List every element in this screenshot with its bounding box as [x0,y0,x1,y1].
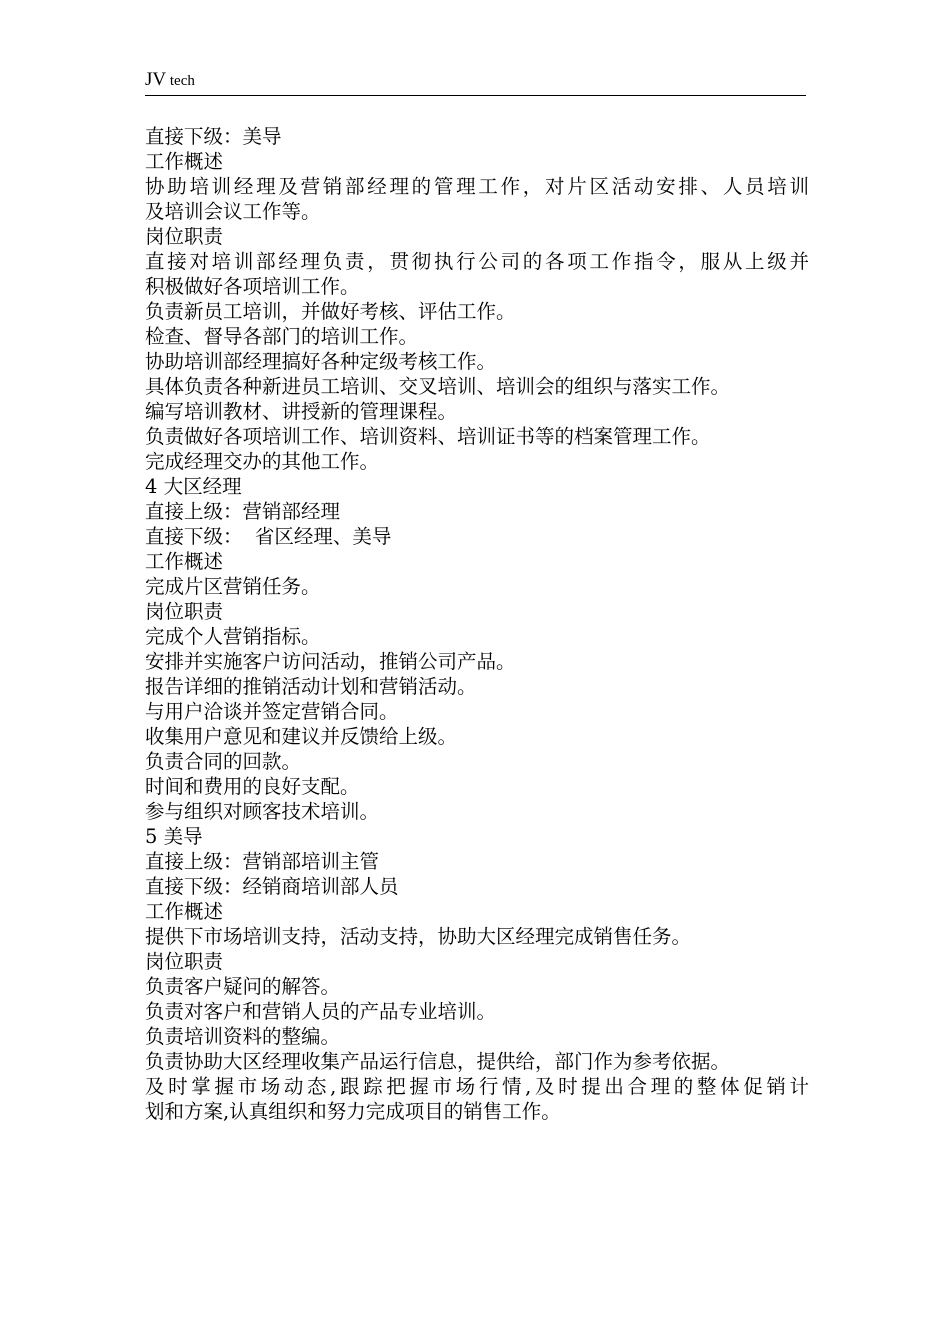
text-line: 与用户洽谈并签定营销合同。 [145,700,399,723]
text-line: 及时掌握市场动态,跟踪把握市场行情,及时提出合理的整体促销计 [145,1075,809,1098]
text-line: 直接上级：营销部培训主管 [145,850,380,873]
text-line: 直接下级：美导 [145,125,282,148]
text-line: 编写培训教材、讲授新的管理课程。 [145,400,458,423]
text-line: 报告详细的推销活动计划和营销活动。 [145,675,477,698]
brand-main-text: JV [145,69,167,90]
text-line: 具体负责各种新进员工培训、交叉培训、培训会的组织与落实工作。 [145,375,731,398]
text-line: 参与组织对顾客技术培训。 [145,800,380,823]
text-line: 工作概述 [145,900,224,923]
text-line: 直接下级：经销商培训部人员 [145,875,399,898]
document-body [145,124,809,1124]
text-line: 4 大区经理 [145,475,242,498]
header-brand [145,69,195,91]
text-line: 岗位职责 [145,950,224,973]
text-line: 负责新员工培训，并做好考核、评估工作。 [145,300,516,323]
text-line: 划和方案,认真组织和努力完成项目的销售工作。 [145,1100,561,1123]
text-line: 提供下市场培训支持，活动支持，协助大区经理完成销售任务。 [145,925,692,948]
text-line: 直接对培训部经理负责，贯彻执行公司的各项工作指令，服从上级并 [145,250,809,273]
text-line: 工作概述 [145,150,224,173]
text-line: 协助培训经理及营销部经理的管理工作，对片区活动安排、人员培训 [145,175,809,198]
text-line: 直接下级： 省区经理、美导 [145,525,392,548]
text-line: 直接上级：营销部经理 [145,500,341,523]
page-header [145,66,806,96]
text-line: 完成个人营销指标。 [145,625,321,648]
text-line: 安排并实施客户访问活动，推销公司产品。 [145,650,516,673]
text-line: 完成经理交办的其他工作。 [145,450,380,473]
text-line: 及培训会议工作等。 [145,200,321,223]
text-line: 负责合同的回款。 [145,750,302,773]
text-line: 完成片区营销任务。 [145,575,321,598]
text-line: 负责培训资料的整编。 [145,1025,341,1048]
text-line: 负责协助大区经理收集产品运行信息，提供给，部门作为参考依据。 [145,1050,731,1073]
text-line: 负责客户疑问的解答。 [145,975,341,998]
text-line: 岗位职责 [145,225,224,248]
text-line: 时间和费用的良好支配。 [145,775,360,798]
text-line: 收集用户意见和建议并反馈给上级。 [145,725,458,748]
text-line: 负责做好各项培训工作、培训资料、培训证书等的档案管理工作。 [145,425,711,448]
text-line: 岗位职责 [145,600,224,623]
text-line: 协助培训部经理搞好各种定级考核工作。 [145,350,497,373]
text-line: 负责对客户和营销人员的产品专业培训。 [145,1000,497,1023]
text-line: 工作概述 [145,550,224,573]
brand-sub-text: tech [166,73,195,89]
text-line: 检查、督导各部门的培训工作。 [145,325,419,348]
text-line: 积极做好各项培训工作。 [145,275,360,298]
text-line: 5 美导 [145,825,203,848]
